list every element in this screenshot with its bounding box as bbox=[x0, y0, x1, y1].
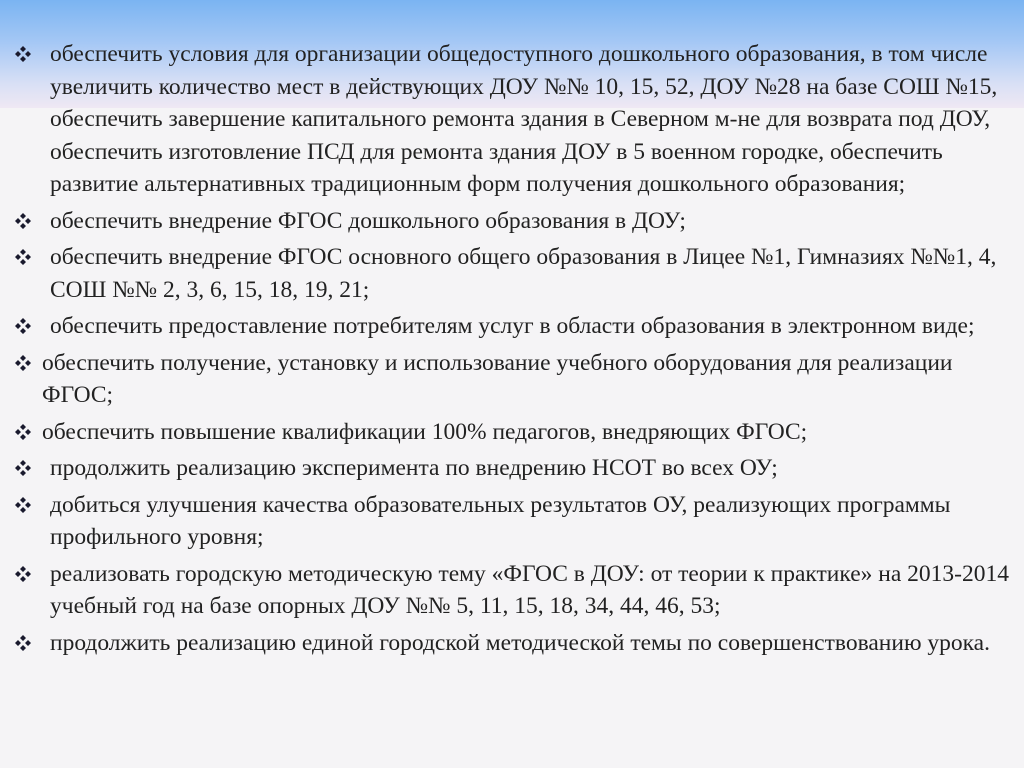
diamond-cluster-icon bbox=[11, 416, 35, 448]
diamond-cluster-icon bbox=[11, 627, 35, 659]
goals-list bbox=[0, 38, 1024, 663]
diamond-cluster-icon bbox=[11, 310, 35, 342]
list-item-text: обеспечить внедрение ФГОС основного общего образования в Лицее №1, Гимназиях №№1, 4, СОШ №№ 2, 3, 6, 15, 18, 19, 21; bbox=[50, 244, 997, 303]
diamond-cluster-icon bbox=[11, 347, 35, 379]
list-item-text: обеспечить внедрение ФГОС дошкольного образования в ДОУ; bbox=[50, 207, 686, 234]
list-item-text: добиться улучшения качества образовательных результатов ОУ, реализующих программы профильного уровня; bbox=[50, 491, 951, 550]
diamond-cluster-icon bbox=[11, 489, 35, 521]
list-item-text: обеспечить повышение квалификации 100% педагогов, внедряющих ФГОС; bbox=[42, 418, 808, 445]
list-item bbox=[0, 347, 1024, 412]
list-item bbox=[0, 310, 1024, 343]
list-item-text: обеспечить предоставление потребителям услуг в области образования в электронном виде; bbox=[50, 313, 975, 339]
list-item bbox=[0, 489, 1024, 554]
list-item bbox=[0, 38, 1024, 201]
list-item bbox=[0, 558, 1024, 623]
list-item-text: продолжить реализацию эксперимента по внедрению НСОТ во всех ОУ; bbox=[50, 455, 778, 481]
list-item-text: продолжить реализацию единой городской методической темы по совершенствованию урока. bbox=[50, 629, 990, 656]
diamond-cluster-icon bbox=[11, 38, 35, 70]
list-item-text: обеспечить условия для организации общедоступного дошкольного образования, в том числе увеличить количество мест в действующих ДОУ №№ 10, 15, 52, ДОУ №28 на базе СОШ №15, обеспечить завершение капитального ремонта здания в Северном м-не для возврата под ДОУ, обеспечить изготовление ПСД для ремонта здания ДОУ в 5 военном городке, обеспечить развитие альтернативных традиционным форм получения дошкольного образования; bbox=[50, 41, 998, 197]
list-item bbox=[0, 205, 1024, 238]
diamond-cluster-icon bbox=[11, 558, 35, 590]
list-item bbox=[0, 452, 1024, 485]
list-item-text: обеспечить получение, установку и использование учебного оборудования для реализации ФГОС; bbox=[42, 349, 953, 408]
list-item bbox=[0, 627, 1024, 660]
diamond-cluster-icon bbox=[11, 205, 35, 237]
list-item bbox=[0, 241, 1024, 306]
diamond-cluster-icon bbox=[11, 452, 35, 484]
diamond-cluster-icon bbox=[11, 241, 35, 273]
list-item-text: реализовать городскую методическую тему «ФГОС в ДОУ: от теории к практике» на 2013-2014 учебный год на базе опорных ДОУ №№ 5, 11, 15, 18, 34, 44, 46, 53; bbox=[50, 560, 1009, 619]
list-item bbox=[0, 416, 1024, 449]
